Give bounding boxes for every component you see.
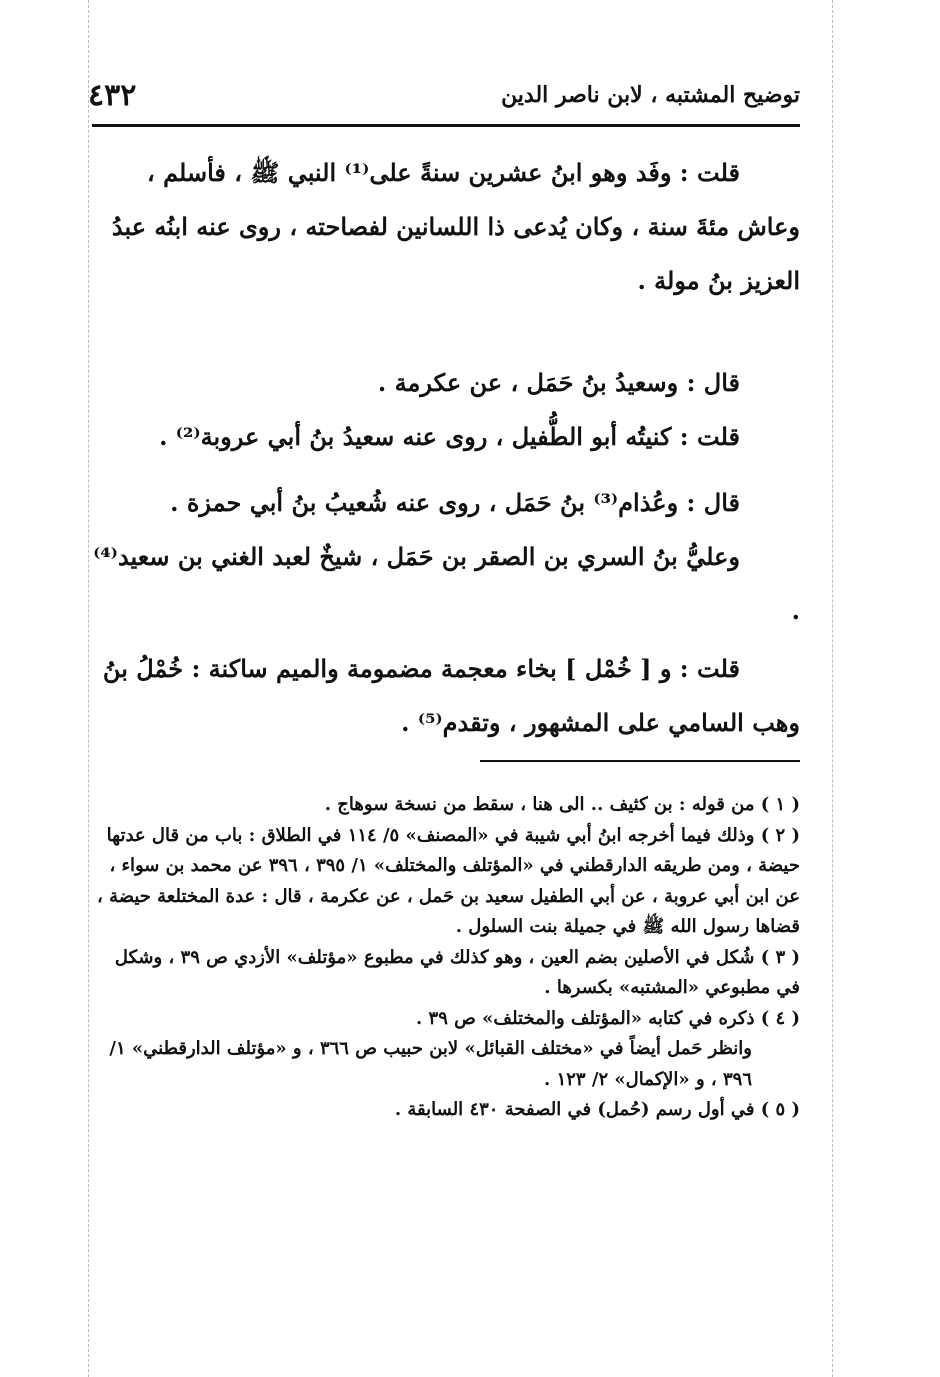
paragraph-2: قال : وسعيدُ بنُ حَمَل ، عن عكرمة . [377, 368, 740, 397]
running-title: توضيح المشتبه ، لابن ناصر الدين [501, 82, 800, 108]
page-header [88, 78, 800, 118]
header-rule [92, 124, 800, 127]
footnote-1: ( ١ ) من قوله : بن كثيف .. الى هنا ، سقط من نسخة سوهاج . [324, 794, 800, 815]
footnote-5: ( ٥ ) في أول رسم (حُمل) في الصفحة ٤٣٠ السابقة . [394, 1099, 800, 1120]
paragraph-3: قلت : كنيتُه أبو الطُّفيل ، روى عنه سعيدُ بنُ أبي عروبة⁽²⁾ . [159, 422, 740, 451]
page-number: ٤٣٢ [88, 78, 137, 113]
footnote-4-continuation: وانظر حَمل أيضاً في «مختلف القبائل» لابن حبيب ص ٣٦٦ ، و «مؤتلف الدارقطني» ١/ ٣٩٦ ، و «الإكمال» ٢/ ١٢٣ . [109, 1038, 752, 1090]
footnote-rule [480, 760, 800, 762]
scan-guide-line-right [832, 0, 833, 1377]
footnotes [92, 790, 800, 1126]
footnote-4: ( ٤ ) ذكره في كتابه «المؤتلف والمختلف» ص ٣٩ . [416, 1007, 800, 1029]
paragraph-6: قلت : و [ خُمْل ] بخاء معجمة مضمومة والميم ساكنة : خُمْلُ بنُ وهب السامي على المشهور ، وتقدم⁽⁵⁾ . [102, 654, 800, 737]
scan-guide-line-left [88, 0, 89, 1377]
paragraph-5: وعليُّ بنُ السري بن الصقر بن حَمَل ، شيخٌ لعبد الغني بن سعيد⁽⁴⁾ . [93, 542, 800, 625]
paragraph-1: قلت : وفَد وهو ابنُ عشرين سنةً على⁽¹⁾ النبي ﷺ ، فأسلم ، وعاش مئةَ سنة ، وكان يُدعى ذا اللسانين لفصاحته ، روى عنه ابنُه عبدُ العزيز بنُ مولة . [111, 158, 800, 295]
paragraph-4: قال : وعُذام⁽³⁾ بنُ حَمَل ، روى عنه شُعيبُ بنُ أبي حمزة . [170, 488, 740, 517]
footnote-2: ( ٢ ) وذلك فيما أخرجه ابنُ أبي شيبة في «المصنف» ٥/ ١١٤ في الطلاق : باب من قال عدتها حيضة ، ومن طريقه الدارقطني في «المؤتلف والمختلف» ١/ ٣٩٥ ، ٣٩٦ عن محمد بن سواء ، عن ابن أبي عروبة ، عن أبي الطفيل سعيد بن حَمل ، عن عكرمة ، قال : عدة المختلعة حيضة ، قضاها رسول الله ﷺ في جميلة بنت السلول . [97, 824, 800, 937]
main-text [92, 146, 800, 750]
footnote-3: ( ٣ ) شُكل في الأصلين بضم العين ، وهو كذلك في مطبوع «مؤتلف» الأزدي ص ٣٩ ، وشكل في مطبوعي «المشتبه» بكسرها . [114, 946, 800, 998]
